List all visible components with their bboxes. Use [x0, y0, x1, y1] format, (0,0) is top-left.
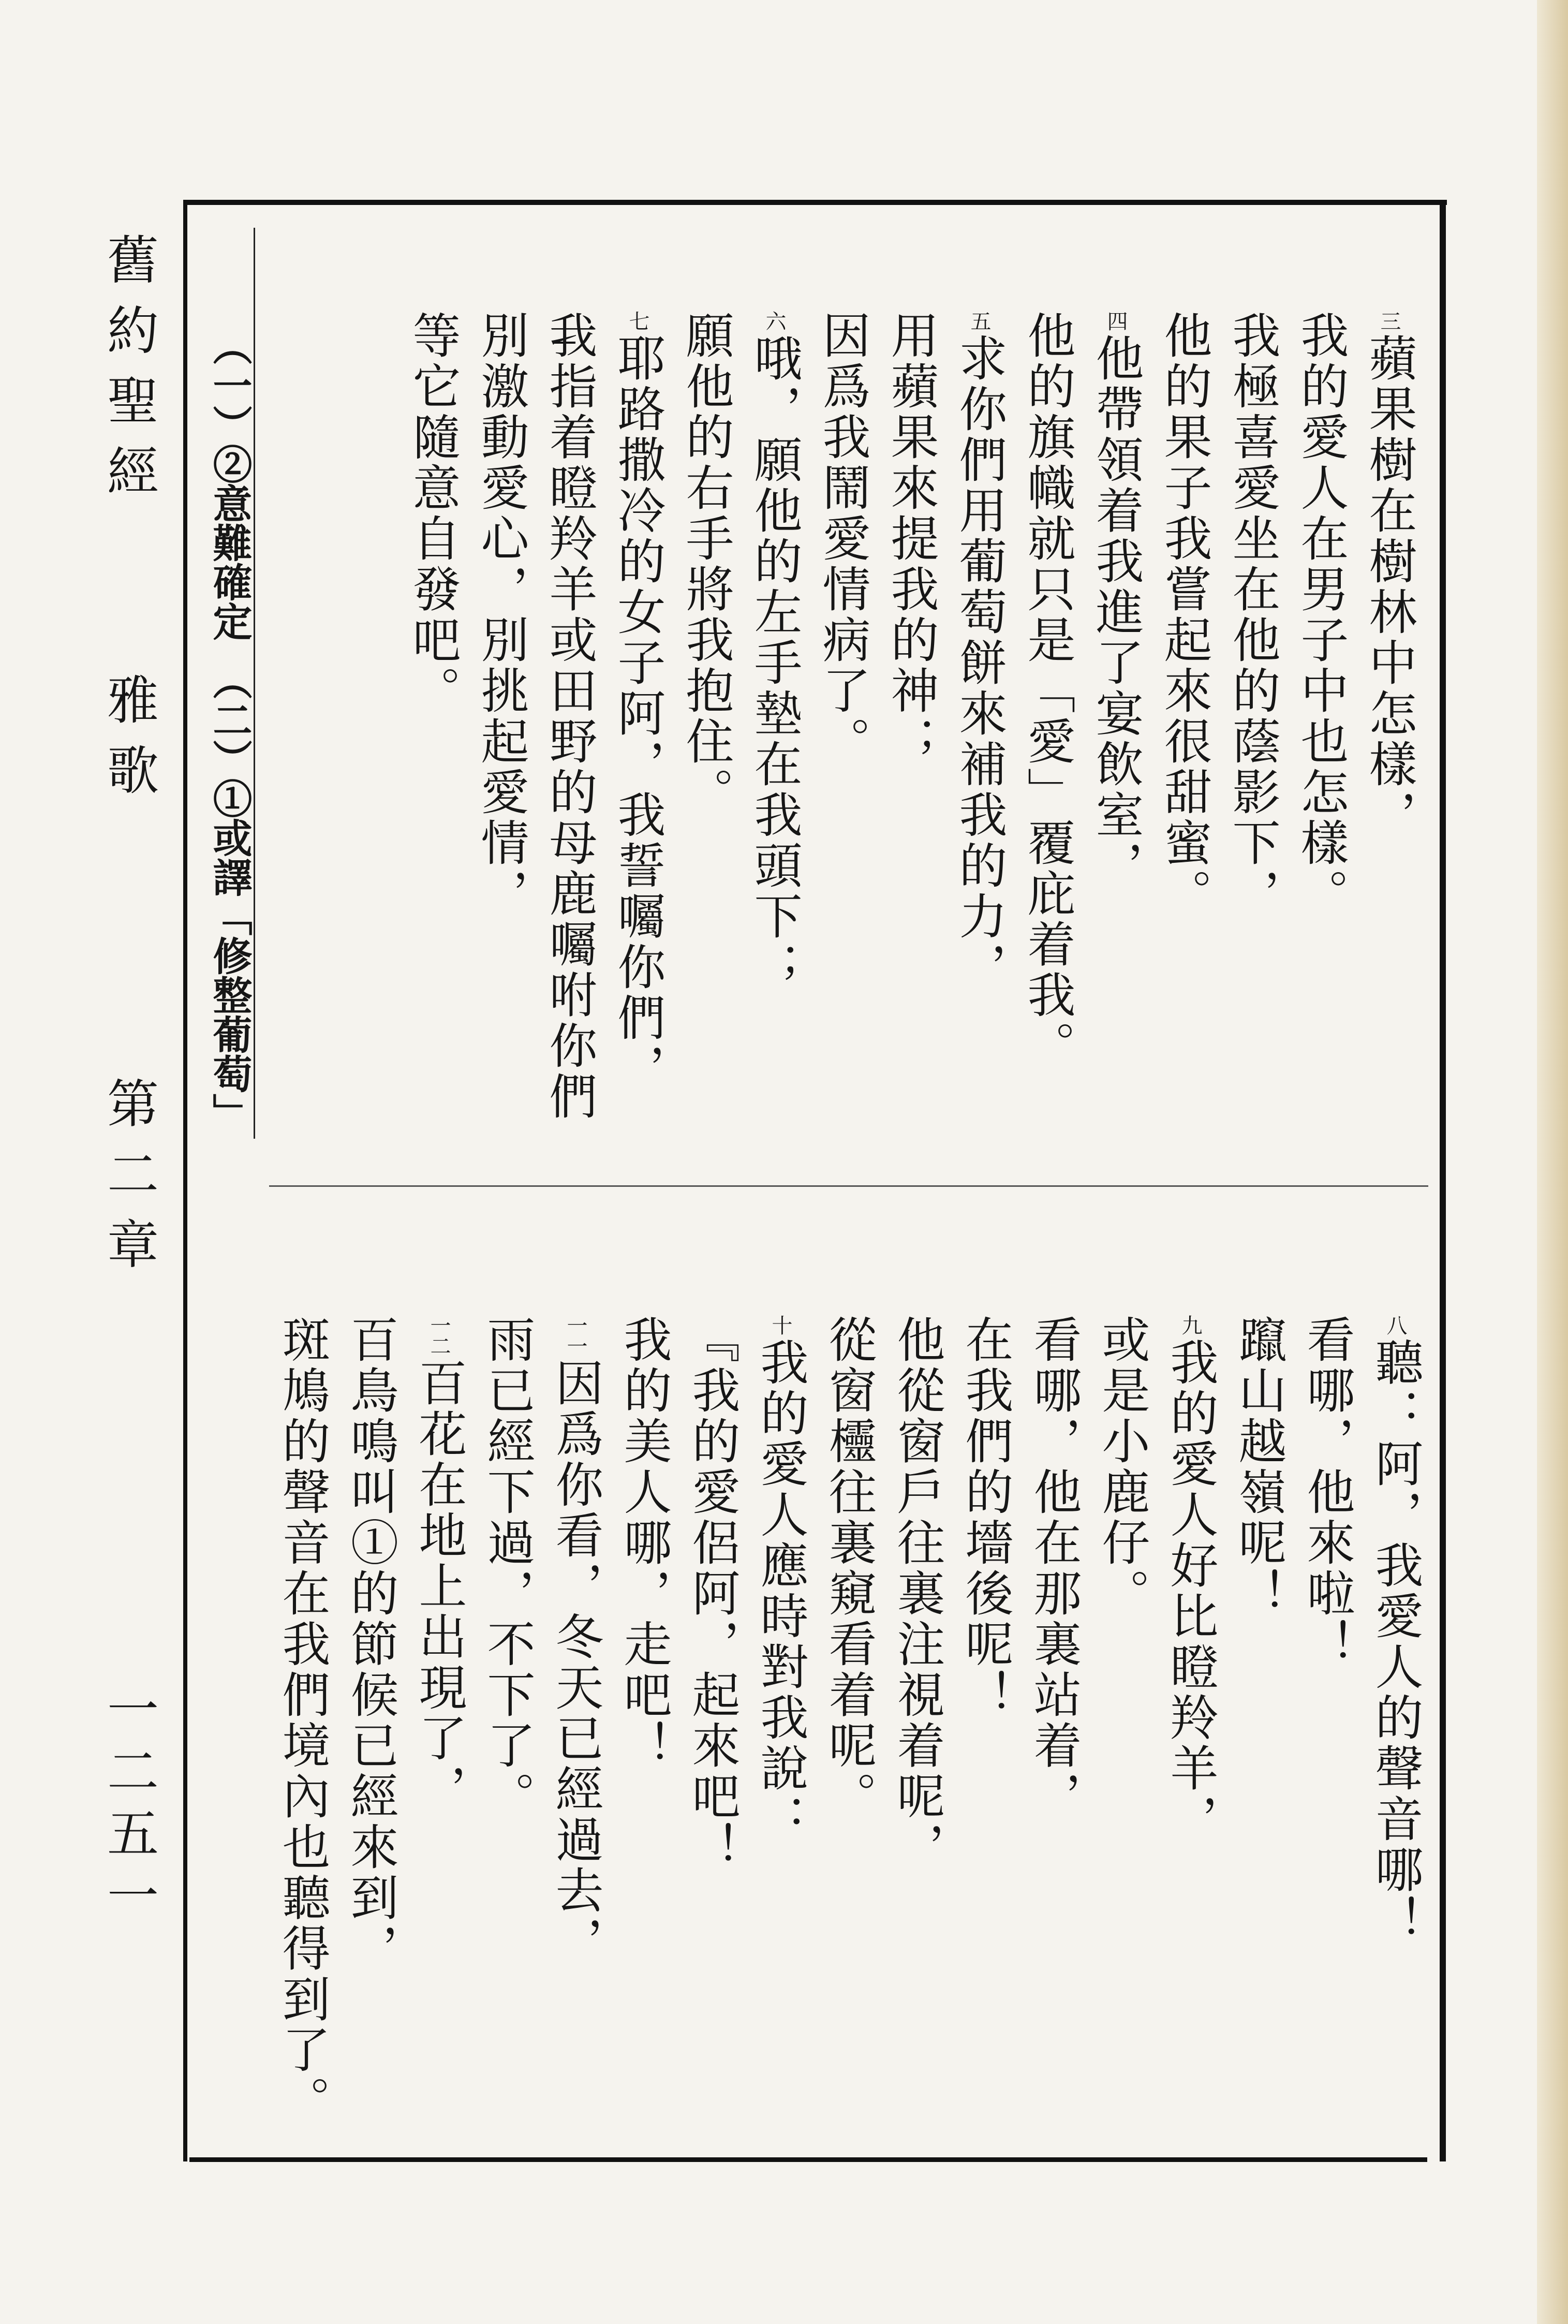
verse-line: [336, 1315, 405, 2112]
verse-line: [467, 311, 535, 1118]
verse-line: [1286, 311, 1355, 1118]
verse-number: 九: [1178, 1315, 1202, 1335]
verse-number: 一一: [564, 1315, 587, 1356]
verse-text: 用蘋果來提我的神；: [883, 311, 939, 767]
verse-text: 他的果子我嘗起來很甜蜜。: [1156, 311, 1212, 919]
verse-number: 一二: [427, 1315, 451, 1356]
verse-line: [1355, 311, 1423, 1118]
verse-text: 我的愛人好比瞪羚羊，: [1162, 1337, 1218, 1845]
footnotes: （一）②意難確定 （二）①或譯「修整葡萄」: [206, 326, 253, 1132]
verse-text: 他從窗戶往裏注視着呢，: [889, 1315, 945, 1873]
verse-text: 百花在地上出現了，: [411, 1358, 467, 1815]
verse-line: [815, 1315, 883, 2112]
verse-line: [405, 1315, 473, 2112]
verse-text: 從窗欞往裏窺看着呢。: [821, 1315, 877, 1822]
verse-text: 我指着瞪羚羊或田野的母鹿囑咐你們: [541, 311, 597, 1122]
verse-text: 他帶領着我進了宴飲室，: [1088, 333, 1144, 891]
verse-line: [1088, 1315, 1156, 2112]
verse-text: 因爲你看，冬天已經過去，: [548, 1358, 603, 1967]
verse-number: 三: [1377, 311, 1401, 331]
verse-line: [603, 311, 672, 1118]
verse-line: [746, 1315, 815, 2112]
verse-line: [1156, 1315, 1224, 2112]
verse-text: 因爲我鬧愛情病了。: [815, 311, 870, 767]
verse-text: 看哪，他在那裏站着，: [1026, 1315, 1082, 1822]
section-divider: [269, 1185, 1428, 1187]
verse-text: 看哪，他來啦！: [1299, 1315, 1355, 1670]
verse-line: [951, 1315, 1019, 2112]
verse-text: 或是小鹿仔。: [1094, 1315, 1150, 1619]
verse-text: 願他的右手將我抱住。: [678, 311, 734, 818]
verse-text: 百鳥鳴叫①的節候已經來到，: [343, 1315, 398, 1974]
verse-text: 我的愛人在男子中也怎樣。: [1293, 311, 1349, 919]
verse-text: 等它隨意自發吧。: [405, 311, 461, 716]
verse-number: 四: [1104, 311, 1128, 331]
verse-text: 聽：阿，我愛人的聲音哪！: [1367, 1337, 1423, 1946]
frame-left-rule: [183, 200, 187, 2161]
verse-line: [1361, 1315, 1429, 2112]
verse-line: [808, 311, 877, 1118]
frame-bottom-rule: [189, 2157, 1427, 2162]
verse-line: [1218, 311, 1286, 1118]
verse-block-lower: [274, 1315, 1429, 2126]
verse-line: [268, 1315, 336, 2126]
verse-number: 七: [626, 311, 649, 331]
verse-number: 八: [1383, 1315, 1407, 1335]
verse-text: 別激動愛心，別挑起愛情，: [473, 311, 529, 919]
verse-line: [535, 311, 603, 1122]
verse-text: 『我的愛侶阿，起來吧！: [684, 1315, 740, 1873]
verse-number: 十: [768, 1315, 792, 1335]
verse-line: [678, 1315, 746, 2112]
verse-text: 他的旗幟就只是「愛」覆庇着我。: [1019, 311, 1075, 1071]
verse-text: 求你們用葡萄餅來補我的力，: [951, 333, 1007, 993]
verse-block-upper: [321, 311, 1423, 1122]
verse-line: [877, 311, 945, 1118]
verse-line: [883, 1315, 951, 2112]
running-header-part: 雅歌: [98, 673, 159, 814]
verse-line: [1150, 311, 1218, 1118]
verse-line: [1224, 1315, 1293, 2112]
verse-line: [672, 311, 740, 1118]
verse-number: 五: [967, 311, 991, 331]
verse-line: [1293, 1315, 1361, 2112]
verse-text: 我的愛人應時對我說：: [752, 1337, 808, 1845]
footnote-divider: [254, 228, 255, 1139]
page-number: 一二五一: [98, 1682, 159, 1931]
frame-right-rule: [1440, 200, 1446, 2161]
verse-line: [398, 311, 467, 1118]
verse-text: 斑鳩的聲音在我們境內也聽得到了。: [274, 1315, 330, 2126]
verse-text: 蘋果樹在樹林中怎樣，: [1361, 333, 1417, 841]
verse-line: [610, 1315, 678, 2112]
frame-top-rule: [183, 200, 1447, 205]
verse-line: [945, 311, 1013, 1118]
verse-text: 在我們的墻後呢！: [957, 1315, 1013, 1720]
verse-number: 六: [762, 311, 786, 331]
verse-line: [1082, 311, 1150, 1118]
running-header-chapter: 第二章: [98, 1077, 159, 1288]
verse-text: 雨已經下過，不下了。: [479, 1315, 535, 1822]
verse-line: [1013, 311, 1082, 1118]
verse-text: 躥山越嶺呢！: [1231, 1315, 1286, 1619]
verse-text: 我的美人哪，走吧！: [616, 1315, 672, 1771]
verse-text: 哦，願他的左手墊在我頭下；: [746, 333, 802, 993]
verse-text: 耶路撒冷的女子阿，我誓囑你們，: [610, 333, 665, 1094]
page-edge: [1537, 0, 1568, 2324]
verse-line: [541, 1315, 610, 2112]
verse-line: [1019, 1315, 1088, 2112]
verse-line: [473, 1315, 541, 2112]
running-header-book: 舊約聖經: [98, 233, 159, 514]
verse-line: [740, 311, 808, 1118]
verse-text: 我極喜愛坐在他的蔭影下，: [1224, 311, 1280, 919]
